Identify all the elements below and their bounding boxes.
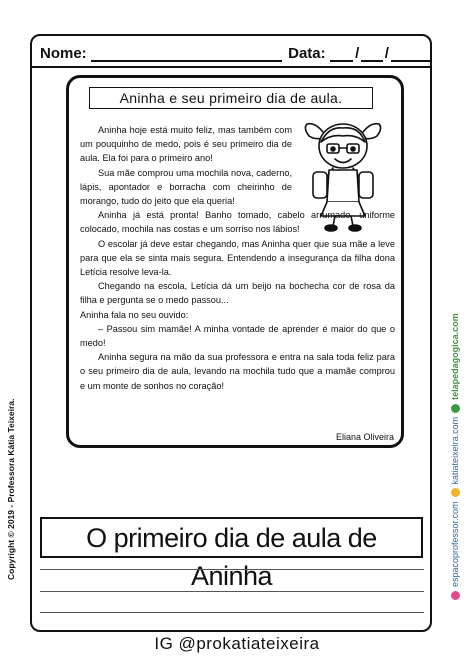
story-author: Eliana Oliveira — [335, 432, 394, 442]
story-paragraph: Aninha segura na mão da sua professora e entra na sala toda feliz para o seu primeiro dia de aula, levando na mochila tudo que a mamãe comprou e um monte de sonhos no coração! — [80, 352, 395, 391]
story-paragraph: Chegando na escola, Letícia dá um beijo na bochecha cor de rosa da filha e pergunta se o medo passou... — [80, 281, 395, 306]
copyright-text: Copyright © 2019 - Professora Kátia Teixeira. — [6, 398, 16, 580]
worksheet-title: O primeiro dia de aula de Aninha — [86, 523, 377, 591]
answer-line[interactable] — [40, 612, 424, 613]
date-day-line[interactable] — [330, 46, 353, 62]
date-label: Data: — [288, 45, 326, 62]
story-paragraph: Aninha hoje está muito feliz, mas também com um pouquinho de medo, pois é seu primeiro dia de aula. Ela foi para o primeiro ano! — [80, 125, 292, 164]
story-paragraph: Sua mãe comprou uma mochila nova, caderno, lápis, apontador e borracha com cheirinho de morango, tudo do jeito que ela queria! — [80, 167, 292, 207]
story-paragraph: Aninha fala no seu ouvido: — [80, 309, 189, 320]
circle-logo-icon — [451, 488, 460, 497]
date-year-line[interactable] — [391, 46, 430, 62]
name-line[interactable] — [91, 46, 282, 62]
circle-logo-icon — [451, 591, 460, 600]
date-slash-1: / — [355, 45, 360, 62]
story-paragraph: Aninha já está pronta! Banho tomado, cabelo arrumado, uniforme colocado, mochila nas costas e um sorriso nos lábios! — [80, 210, 395, 235]
story-paragraph: O escolar já deve estar chegando, mas Aninha quer que sua mãe a leve para que ela se sinta mais segura. Entendendo a insegurança da filha dona Letícia resolve leva-la. — [80, 238, 395, 278]
date-month-line[interactable] — [361, 46, 382, 62]
header-divider — [32, 66, 430, 68]
circle-logo-icon — [451, 404, 460, 413]
site-credit-1: espacoprofessor.com — [450, 501, 460, 587]
story-text — [80, 123, 395, 393]
footer-instagram: IG @prokatiateixeira — [154, 634, 320, 653]
date-slash-2: / — [384, 45, 389, 62]
answer-line[interactable] — [40, 591, 424, 592]
answer-line[interactable] — [40, 569, 424, 570]
site-credit-2: katiateixeira.com — [450, 416, 460, 485]
site-credit-3: telapedagogica.com — [450, 313, 460, 400]
name-label: Nome: — [40, 45, 87, 62]
side-credits — [450, 313, 460, 600]
header-row — [40, 40, 430, 62]
story-paragraph: – Passou sim mamãe! A minha vontade de aprender é maior do que o medo! — [80, 323, 395, 349]
story-title: Aninha e seu primeiro dia de aula. — [89, 87, 373, 109]
